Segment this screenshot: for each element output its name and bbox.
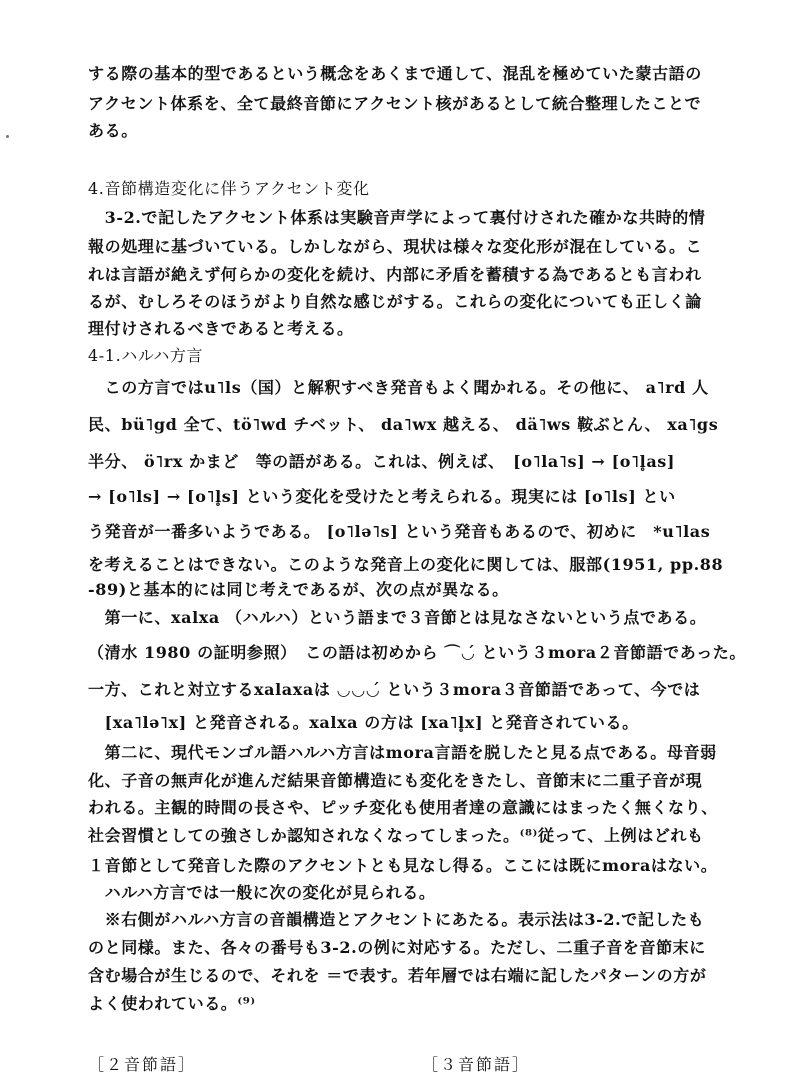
- text-line-2: アクセント体系を、全て最終音節にアクセント核があるとして統合整理したことで: [88, 94, 702, 113]
- text-line-30: 含む場合が生じるので、それを ＝で表す。若年層では右端に記したパターンの方が: [88, 966, 707, 985]
- text-line-14: → [o˥ls] → [o˥l̥s] という変化を受けたと考えられる。現実には [o˥ls] とい: [88, 487, 676, 506]
- text-line-13: 半分、 ö˥rx かまど 等の語がある。これは、例えば、 [o˥la˥s] → [o˥l̥as]: [88, 452, 676, 471]
- text-line-19: （清水 1980 の証明参照） この語は初めから ⌒◡́ という３mora２音節語であった。: [88, 643, 747, 662]
- text-line-9: 理付けされるべきであると考える。: [88, 319, 354, 338]
- text-line-16: を考えることはできない。このような発音上の変化に関しては、服部(1951, pp.88: [88, 555, 724, 574]
- text-line-8: るが、むしろそのほうがより自然な感じがする。これらの変化についても正しく論: [88, 292, 702, 311]
- text-line-17: -89)と基本的には同じ考えであるが、次の点が異なる。: [88, 580, 509, 599]
- text-line-7: れは言語が絶えず何らかの変化を続け、内部に矛盾を蓄積する為であるとも言われ: [88, 265, 702, 284]
- subsection-heading-4-1: 4-1.ハルハ方言: [88, 346, 204, 365]
- text-line-28: ※右側がハルハ方言の音韻構造とアクセントにあたる。表示法は3-2.で記したも: [88, 910, 705, 929]
- text-line-1: する際の基本的型であるという概念をあくまで通して、混乱を極めていた蒙古語の: [88, 64, 702, 83]
- margin-mark: [6, 135, 9, 138]
- text-line-12: 民、bü˥gd 全て、tö˥wd チベット、 da˥wx 越える、 dä˥ws 鞍ぶとん、 xa˥gs: [88, 415, 719, 434]
- text-line-15: う発音が一番多いようである。 [o˥lə˥s] という発音もあるので、初めに *u˥las: [88, 522, 711, 541]
- text-line-11: この方言ではu˥ls（国）と解釈すべき発音もよく聞かれる。その他に、 a˥rd 人: [88, 378, 709, 397]
- text-line-27: ハルハ方言では一般に次の変化が見られる。: [88, 883, 436, 902]
- footer-two-syllable-label: ［２音節語］: [88, 1055, 197, 1074]
- section-heading-4: 4.音節構造変化に伴うアクセント変化: [88, 179, 370, 198]
- text-line-25: 社会習慣としての強さしか認知されなくなってしまった。⁽⁸⁾従って、上例はどれも: [88, 826, 704, 845]
- text-line-23: 化、子音の無声化が進んだ結果音節構造にも変化をきたし、音節末に二重子音が現: [88, 771, 703, 790]
- text-line-31: よく使われている。⁽⁹⁾: [88, 994, 256, 1013]
- text-line-6: 報の処理に基づいている。しかしながら、現状は様々な変化形が混在している。こ: [88, 237, 703, 256]
- footer-three-syllable-label: ［３音節語］: [422, 1055, 531, 1074]
- text-line-21: [xa˥lə˥x] と発音される。xalxa の方は [xa˥l̥x] と発音されている。: [88, 713, 639, 732]
- text-line-3: ある。: [88, 121, 138, 140]
- text-line-20: 一方、これと対立するxalaxaは ◡◡◡́ という３mora３音節語であって、今では: [88, 680, 701, 699]
- text-line-22: 第二に、現代モンゴル語ハルハ方言はmora言語を脱したと見る点である。母音弱: [88, 743, 717, 762]
- text-line-24: われる。主観的時間の長さや、ピッチ変化も使用者達の意識にはまったく無くなり、: [88, 798, 718, 817]
- text-line-26: １音節として発音した際のアクセントとも見なし得る。ここには既にmoraはない。: [88, 856, 718, 875]
- text-line-18: 第一に、xalxa （ハルハ）という語まで３音節とは見なさないという点である。: [88, 608, 707, 627]
- text-line-5: 3-2.で記したアクセント体系は実験音声学によって裏付けされた確かな共時的情: [88, 208, 706, 227]
- text-line-29: のと同様。また、各々の番号も3-2.の例に対応する。ただし、二重子音を音節末に: [88, 938, 706, 957]
